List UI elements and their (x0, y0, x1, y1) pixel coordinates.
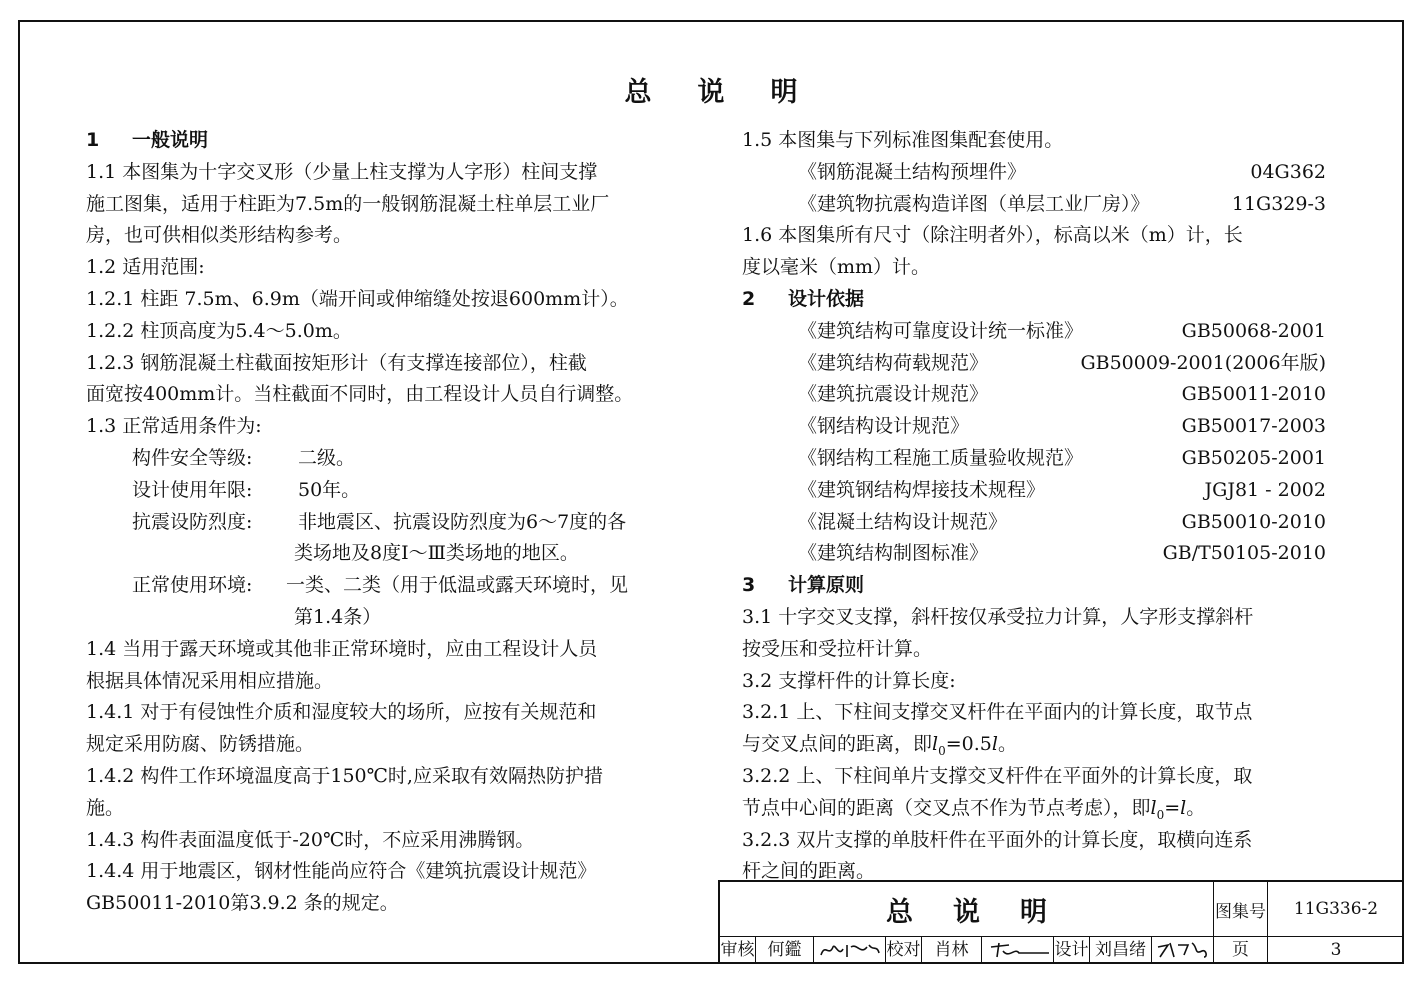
paragraph-3-2: 3.2 支撑杆件的计算长度: (742, 669, 956, 692)
design-basis-row: 《混凝土结构设计规范》 GB50010-2010 (798, 510, 1326, 533)
checker-signature (982, 937, 1054, 964)
reference-atlas-row: 《钢筋混凝土结构预埋件》 04G362 (798, 160, 1326, 183)
paragraph-3-2-3-line: 杆之间的距离。 (742, 860, 876, 883)
reviewer-signature (814, 937, 886, 964)
paragraph-3-2-2-line: 3.2.2 上、下柱间单片支撑交叉杆件在平面外的计算长度，取 (742, 764, 1253, 787)
paragraph-1-2-2: 1.2.2 柱顶高度为5.4～5.0m。 (86, 319, 352, 342)
section-2-heading: 2 设计依据 (742, 287, 865, 310)
paragraph-1-4-2-line: 1.4.2 构件工作环境温度高于150℃时,应采取有效隔热防护措 (86, 764, 603, 787)
condition-seismic-cont: 类场地及8度Ⅰ～Ⅲ类场地的地区。 (294, 542, 579, 565)
paragraph-1-5: 1.5 本图集与下列标准图集配套使用。 (742, 129, 1064, 151)
paragraph-1-1-line: 施工图集，适用于柱距为7.5m的一般钢筋混凝土柱单层工业厂 (86, 192, 610, 215)
right-column (742, 125, 1332, 888)
design-basis-row: 《建筑结构可靠度设计统一标准》 GB50068-2001 (798, 319, 1326, 342)
section-1-heading: 1 一般说明 (86, 129, 209, 151)
paragraph-1-4-3: 1.4.3 构件表面温度低于-20℃时，不应采用沸腾钢。 (86, 828, 535, 851)
atlas-number: 11G336-2 (1268, 882, 1404, 937)
paragraph-1-4-4-line: GB50011-2010第3.9.2 条的规定。 (86, 892, 399, 915)
condition-environment-cont: 第1.4条） (294, 605, 382, 628)
condition-service-life: 设计使用年限: 50年。 (132, 478, 361, 501)
paragraph-3-1-line: 按受压和受拉杆计算。 (742, 637, 933, 660)
title-block-title: 总说明 (720, 882, 1214, 937)
paragraph-1-6-line: 度以毫米（mm）计。 (742, 256, 931, 279)
condition-safety-grade: 构件安全等级: 二级。 (132, 446, 356, 469)
design-basis-row: 《建筑钢结构焊接技术规程》 JGJ81 - 2002 (798, 478, 1326, 501)
section-3-heading: 3 计算原则 (742, 574, 865, 597)
paragraph-3-2-2-line: 节点中心间的距离（交叉点不作为节点考虑），即$l_0=l$。 (742, 796, 1206, 822)
paragraph-1-6-line: 1.6 本图集所有尺寸（除注明者外），标高以米（m）计，长 (742, 224, 1243, 247)
paragraph-1-2-1: 1.2.1 柱距 7.5m、6.9m（端开间或伸缩缝处按退600mm计）。 (86, 287, 629, 310)
page-number: 3 (1330, 940, 1342, 960)
paragraph-1-2: 1.2 适用范围: (86, 256, 205, 279)
condition-environment: 正常使用环境: 一类、二类（用于低温或露天环境时，见 (132, 574, 629, 597)
check-label: 校对 (886, 937, 922, 964)
paragraph-1-2-3-line: 1.2.3 钢筋混凝土柱截面按矩形计（有支撑连接部位），柱截 (86, 351, 587, 374)
left-column (86, 125, 690, 920)
checker-name: 肖林 (922, 937, 982, 964)
reviewer-name: 何鑑 (756, 937, 814, 964)
paragraph-1-3: 1.3 正常适用条件为: (86, 415, 262, 438)
paragraph-3-2-3-line: 3.2.3 双片支撑的单肢杆件在平面外的计算长度，取横向连系 (742, 828, 1253, 851)
signature-row (720, 937, 1404, 964)
designer-signature (1152, 937, 1214, 964)
paragraph-1-1-line: 房，也可供相似类形结构参考。 (86, 224, 353, 247)
paragraph-3-2-1-line: 与交叉点间的距离，即$l_0=0.5l$。 (742, 733, 1017, 758)
paragraph-3-2-1-line: 3.2.1 上、下柱间支撑交叉杆件在平面内的计算长度，取节点 (742, 701, 1253, 724)
design-basis-row: 《建筑结构制图标准》 GB/T50105-2010 (798, 542, 1326, 565)
condition-seismic: 抗震设防烈度: 非地震区、抗震设防烈度为6～7度的各 (132, 510, 627, 533)
paragraph-1-4-1-line: 1.4.1 对于有侵蚀性介质和湿度较大的场所，应按有关规范和 (86, 701, 597, 724)
designer-name: 刘昌绪 (1090, 937, 1152, 964)
design-basis-row: 《钢结构设计规范》 GB50017-2003 (798, 415, 1326, 438)
design-label: 设计 (1054, 937, 1090, 964)
reference-atlas-row: 《建筑物抗震构造详图（单层工业厂房）》 11G329-3 (798, 192, 1326, 215)
page-title: 总说明 (624, 77, 844, 108)
title-block (718, 880, 1404, 964)
paragraph-1-4-line: 根据具体情况采用相应措施。 (86, 669, 334, 692)
design-basis-row: 《建筑抗震设计规范》 GB50011-2010 (798, 383, 1326, 406)
paragraph-1-2-3-line: 面宽按400mm计。当柱截面不同时，由工程设计人员自行调整。 (86, 383, 634, 406)
paragraph-3-1-line: 3.1 十字交叉支撑，斜杆按仅承受拉力计算，人字形支撑斜杆 (742, 605, 1254, 628)
paragraph-1-1-line: 1.1 本图集为十字交叉形（少量上柱支撑为人字形）柱间支撑 (86, 160, 598, 183)
paragraph-1-4-line: 1.4 当用于露天环境或其他非正常环境时，应由工程设计人员 (86, 637, 598, 660)
atlas-number-label: 图集号 (1214, 882, 1268, 937)
design-basis-row: 《钢结构工程施工质量验收规范》 GB50205-2001 (798, 446, 1326, 469)
page-label: 页 (1214, 937, 1268, 964)
paragraph-1-4-2-line: 施。 (86, 796, 125, 819)
paragraph-1-4-4-line: 1.4.4 用于地震区，钢材性能尚应符合《建筑抗震设计规范》 (86, 860, 597, 883)
paragraph-1-4-1-line: 规定采用防腐、防锈措施。 (86, 733, 315, 756)
review-label: 审核 (720, 937, 756, 964)
design-basis-row: 《建筑结构荷载规范》 GB50009-2001(2006年版) (798, 351, 1326, 374)
